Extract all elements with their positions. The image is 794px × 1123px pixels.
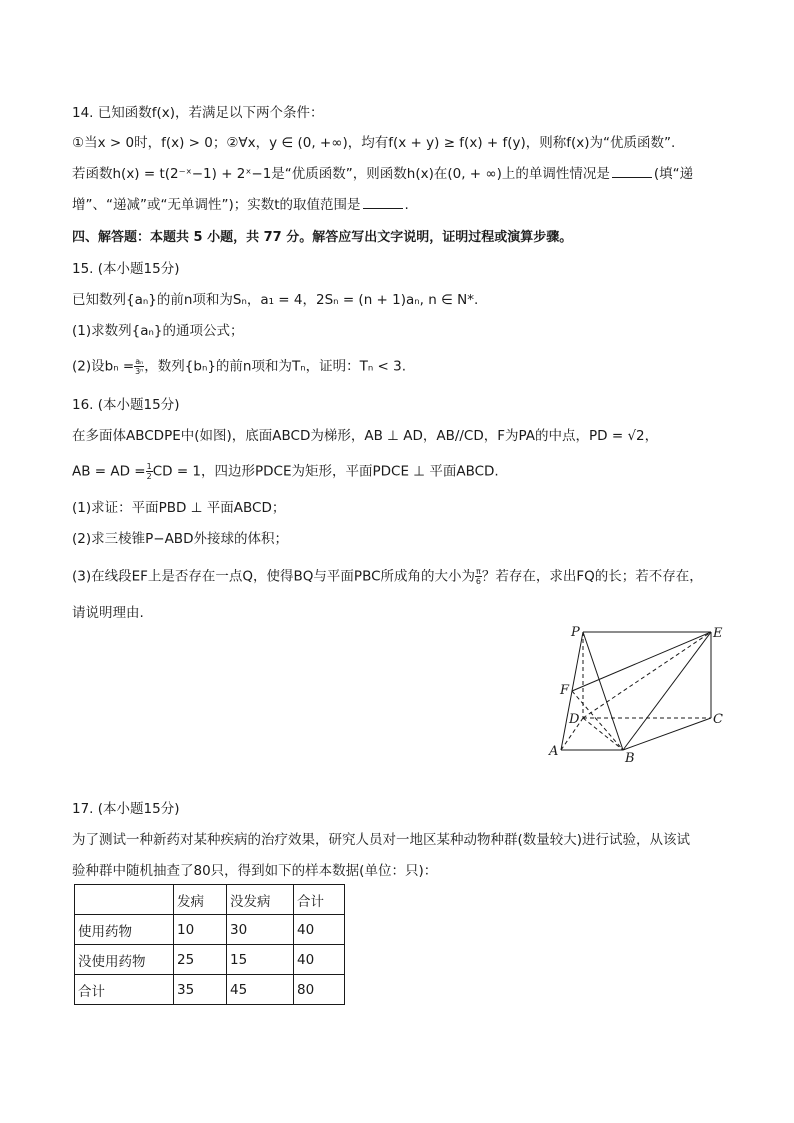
q15-header: 15. (本小题15分) bbox=[72, 261, 180, 277]
q17-stem2: 验种群中随机抽查了80只，得到如下的样本数据(单位：只)： bbox=[72, 863, 438, 879]
fraction-one-half: $\frac{1}{2}$ bbox=[146, 462, 152, 481]
table-cell: 没使用药物 bbox=[75, 945, 174, 975]
q14-line3-tail: (填“递 bbox=[653, 166, 694, 182]
q16-part3-line2: 请说明理由. bbox=[72, 605, 144, 621]
q14-line4 bbox=[72, 196, 409, 214]
table-header-cell: 发病 bbox=[174, 885, 227, 915]
section-title: 四、解答题：本题共 5 小题，共 77 分。解答应写出文字说明，证明过程或演算步骤。 bbox=[72, 230, 573, 245]
answer-blank-1 bbox=[612, 165, 652, 178]
fraction-pi-over-6: $\frac{\pi}{6}$ bbox=[475, 567, 481, 586]
edge-BE bbox=[623, 632, 711, 750]
edge-BC bbox=[623, 718, 711, 750]
q15-part2 bbox=[72, 357, 406, 376]
q14-line1: 14. 已知函数f(x)，若满足以下两个条件： bbox=[72, 105, 324, 121]
table-cell: 15 bbox=[227, 945, 294, 975]
q17-stem1: 为了测试一种新药对某种疾病的治疗效果，研究人员对一地区某种动物种群(数量较大)进行试验，从该试 bbox=[72, 832, 691, 848]
table-cell: 45 bbox=[227, 975, 294, 1005]
q16-stem1: 在多面体ABCDPE中(如图)，底面ABCD为梯形，AB ⊥ AD，AB//CD，F为PA的中点，PD = √2， bbox=[72, 428, 659, 444]
q14-line4-tail: . bbox=[404, 197, 409, 213]
fraction-a-over-3n: $\frac{\text{aₙ}}{\text{3ⁿ}}$ bbox=[135, 357, 144, 376]
q14-line3 bbox=[72, 165, 693, 183]
q15-part1: (1)求数列{aₙ}的通项公式； bbox=[72, 323, 244, 339]
q15-part2-pre: (2)设bₙ = bbox=[72, 358, 135, 375]
q14-line2: ①当x > 0时，f(x) > 0；②∀x，y ∈ (0, +∞)，均有f(x + y) ≥ f(x) + f(y)，则称f(x)为“优质函数”. bbox=[72, 135, 676, 151]
q16-header: 16. (本小题15分) bbox=[72, 397, 180, 413]
table-row bbox=[75, 975, 345, 1005]
q16-stem2 bbox=[72, 462, 499, 481]
table-header-row bbox=[75, 885, 345, 915]
q15-stem: 已知数列{aₙ}的前n项和为Sₙ，a₁ = 4，2Sₙ = (n + 1)aₙ, n ∈ N*. bbox=[72, 292, 479, 308]
table-cell bbox=[75, 885, 174, 915]
table-cell: 10 bbox=[174, 915, 227, 945]
q16-part3 bbox=[72, 567, 703, 586]
label-B: B bbox=[625, 751, 635, 766]
table-cell: 80 bbox=[294, 975, 345, 1005]
q16-part3-pre: (3)在线段EF上是否存在一点Q，使得BQ与平面PBC所成角的大小为 bbox=[72, 568, 476, 585]
label-F: F bbox=[560, 683, 570, 698]
q15-part2-post: ，数列{bₙ}的前n项和为Tₙ，证明：Tₙ < 3. bbox=[144, 358, 406, 375]
table-header-cell: 没发病 bbox=[227, 885, 294, 915]
answer-blank-2 bbox=[363, 196, 403, 209]
q16-stem2-post: CD = 1，四边形PDCE为矩形，平面PDCE ⊥ 平面ABCD. bbox=[152, 463, 499, 480]
table-cell: 30 bbox=[227, 915, 294, 945]
table-row bbox=[75, 945, 345, 975]
table-cell: 35 bbox=[174, 975, 227, 1005]
q16-part1: (1)求证：平面PBD ⊥ 平面ABCD； bbox=[72, 500, 286, 516]
edge-FB bbox=[572, 691, 623, 750]
label-D: D bbox=[569, 712, 580, 727]
sample-data-table bbox=[74, 884, 345, 1005]
edge-PB bbox=[583, 632, 623, 750]
q16-part2: (2)求三棱锥P−ABD外接球的体积； bbox=[72, 531, 288, 547]
q14-line4-text: 增”、“递减”或“无单调性”)；实数t的取值范围是 bbox=[72, 197, 361, 213]
label-A: A bbox=[549, 744, 559, 759]
table-header-cell: 合计 bbox=[294, 885, 345, 915]
table-row bbox=[75, 915, 345, 945]
edge-DB bbox=[583, 718, 623, 750]
q14-line3-text: 若函数h(x) = t(2⁻ˣ−1) + 2ˣ−1是“优质函数”，则函数h(x)在(0, + ∞)上的单调性情况是 bbox=[72, 166, 610, 182]
edge-DE bbox=[583, 632, 711, 718]
polyhedron-figure bbox=[545, 622, 725, 770]
q16-stem2-pre: AB = AD = bbox=[72, 463, 146, 480]
table-cell: 40 bbox=[294, 945, 345, 975]
table-cell: 使用药物 bbox=[75, 915, 174, 945]
q17-header: 17. (本小题15分) bbox=[72, 801, 180, 817]
table-cell: 25 bbox=[174, 945, 227, 975]
q16-part3-post: ？若存在，求出FQ的长；若不存在， bbox=[481, 568, 703, 585]
label-E: E bbox=[713, 626, 723, 641]
label-C: C bbox=[713, 712, 723, 727]
table-cell: 40 bbox=[294, 915, 345, 945]
label-P: P bbox=[571, 625, 580, 640]
table-cell: 合计 bbox=[75, 975, 174, 1005]
